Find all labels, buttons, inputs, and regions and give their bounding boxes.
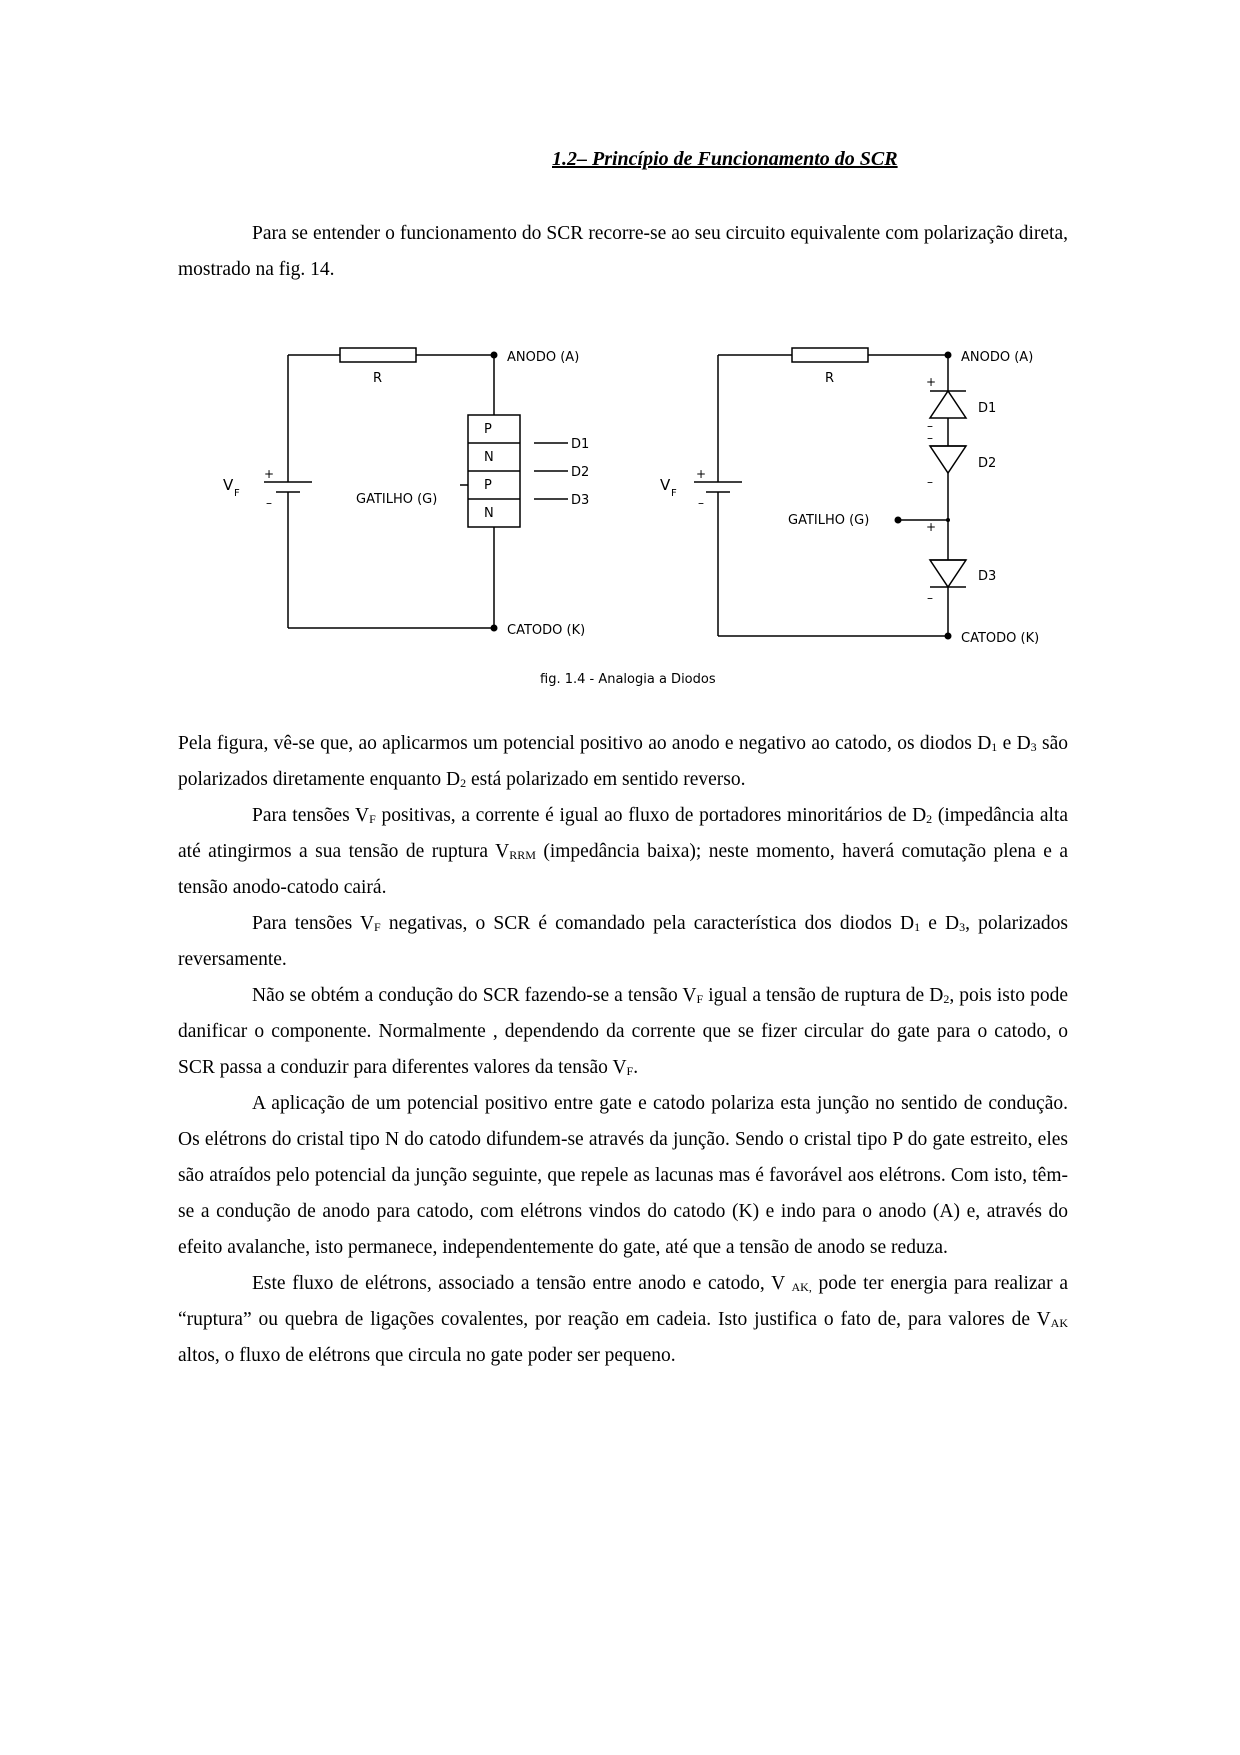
right-d1-minus: – xyxy=(927,419,933,433)
paragraph-4: Não se obtém a condução do SCR fazendo-se a tensão $V_F$ igual a tensão de ruptura de $D_2$, pois isto pode danificar o componente. Normalmente , dependendo da corrente que se fizer circular do gate para o catodo, o SCR passa a conduzir para diferentes valores da tensão $V_F$. xyxy=(178,985,1068,1078)
right-anodo-label: ANODO (A) xyxy=(961,350,1034,365)
left-gatilho-label: GATILHO (G) xyxy=(356,492,438,507)
left-layer-p1: P xyxy=(484,422,492,437)
right-d3-minus: – xyxy=(927,591,933,605)
paragraph-2: Para tensões $V_F$ positivas, a corrente é igual ao fluxo de portadores minoritários de $D_2$ (impedância alta até atingirmos a sua tensão de ruptura $V_{RRM}$ (impedância baixa); neste momento, haverá comutação plena e a tensão anodo-catodo cairá. xyxy=(178,805,1069,898)
left-source-label: V xyxy=(223,476,234,494)
figure-caption: fig. 1.4 - Analogia a Diodos xyxy=(540,672,716,687)
circuit-figure xyxy=(0,0,1240,700)
left-source-minus: – xyxy=(266,496,272,510)
left-source-plus: + xyxy=(264,467,275,481)
left-layer-n1: N xyxy=(484,450,494,465)
intro-paragraph: Para se entender o funcionamento do SCR recorre-se ao seu circuito equivalente com polarização direta, mostrado na fig. 14. xyxy=(178,223,1068,280)
left-layer-n2: N xyxy=(484,506,494,521)
left-d1-label: D1 xyxy=(571,437,590,452)
right-gatilho-label: GATILHO (G) xyxy=(788,513,870,528)
left-d2-label: D2 xyxy=(571,465,590,480)
right-source-minus: – xyxy=(698,496,704,510)
paragraph-6: Este fluxo de elétrons, associado a tensão entre anodo e catodo, V $_{AK,}$ pode ter energia para realizar a “ruptura” ou quebra de ligações covalentes, por reação em cadeia. Isto justifica o fato de, para valores de $V_{AK}$ altos, o fluxo de elétrons que circula no gate poder ser pequeno. xyxy=(178,1273,1068,1366)
right-d3-plus: + xyxy=(926,520,937,534)
right-d1-plus: + xyxy=(926,375,937,389)
paragraph-3: Para tensões $V_F$ negativas, o SCR é comandado pela característica dos diodos $D_1$ e $D_3$, polarizados reversamente. xyxy=(178,913,1068,970)
right-d1-label: D1 xyxy=(978,401,997,416)
right-source-sub: F xyxy=(671,488,677,499)
left-layer-p2: P xyxy=(484,478,492,493)
left-catodo-label: CATODO (K) xyxy=(507,623,586,638)
body-block xyxy=(178,726,1068,1374)
right-source-label: V xyxy=(660,476,671,494)
left-resistor-label: R xyxy=(373,371,383,386)
right-d2-minus-bottom: – xyxy=(927,475,933,489)
right-source-plus: + xyxy=(696,467,707,481)
right-resistor-label: R xyxy=(825,371,835,386)
section-title: 1.2– Princípio de Funcionamento do SCR xyxy=(552,148,898,170)
right-d2-label: D2 xyxy=(978,456,997,471)
right-d3-label: D3 xyxy=(978,569,997,584)
paragraph-1: Pela figura, vê-se que, ao aplicarmos um potencial positivo ao anodo e negativo ao catodo, os diodos $D_1$ e $D_3$ são polarizados diretamente enquanto $D_2$ está polarizado em sentido reverso. xyxy=(178,733,1068,790)
left-anodo-label: ANODO (A) xyxy=(507,350,580,365)
left-d3-label: D3 xyxy=(571,493,590,508)
right-d2-minus-top: – xyxy=(927,431,933,445)
left-source-sub: F xyxy=(234,488,240,499)
paragraph-5: A aplicação de um potencial positivo entre gate e catodo polariza esta junção no sentido de condução. Os elétrons do cristal tipo N do catodo difundem-se através da junção. Sendo o cristal tipo P do gate estreito, eles são atraídos pelo potencial da junção seguinte, que repele as lacunas mas é favorável aos elétrons. Com isto, têm-se a condução de anodo para catodo, com elétrons vindos do catodo (K) e indo para o anodo (A) e, através do efeito avalanche, isto permanece, independentemente do gate, até que a tensão de anodo se reduza. xyxy=(178,1093,1068,1258)
right-catodo-label: CATODO (K) xyxy=(961,631,1040,646)
